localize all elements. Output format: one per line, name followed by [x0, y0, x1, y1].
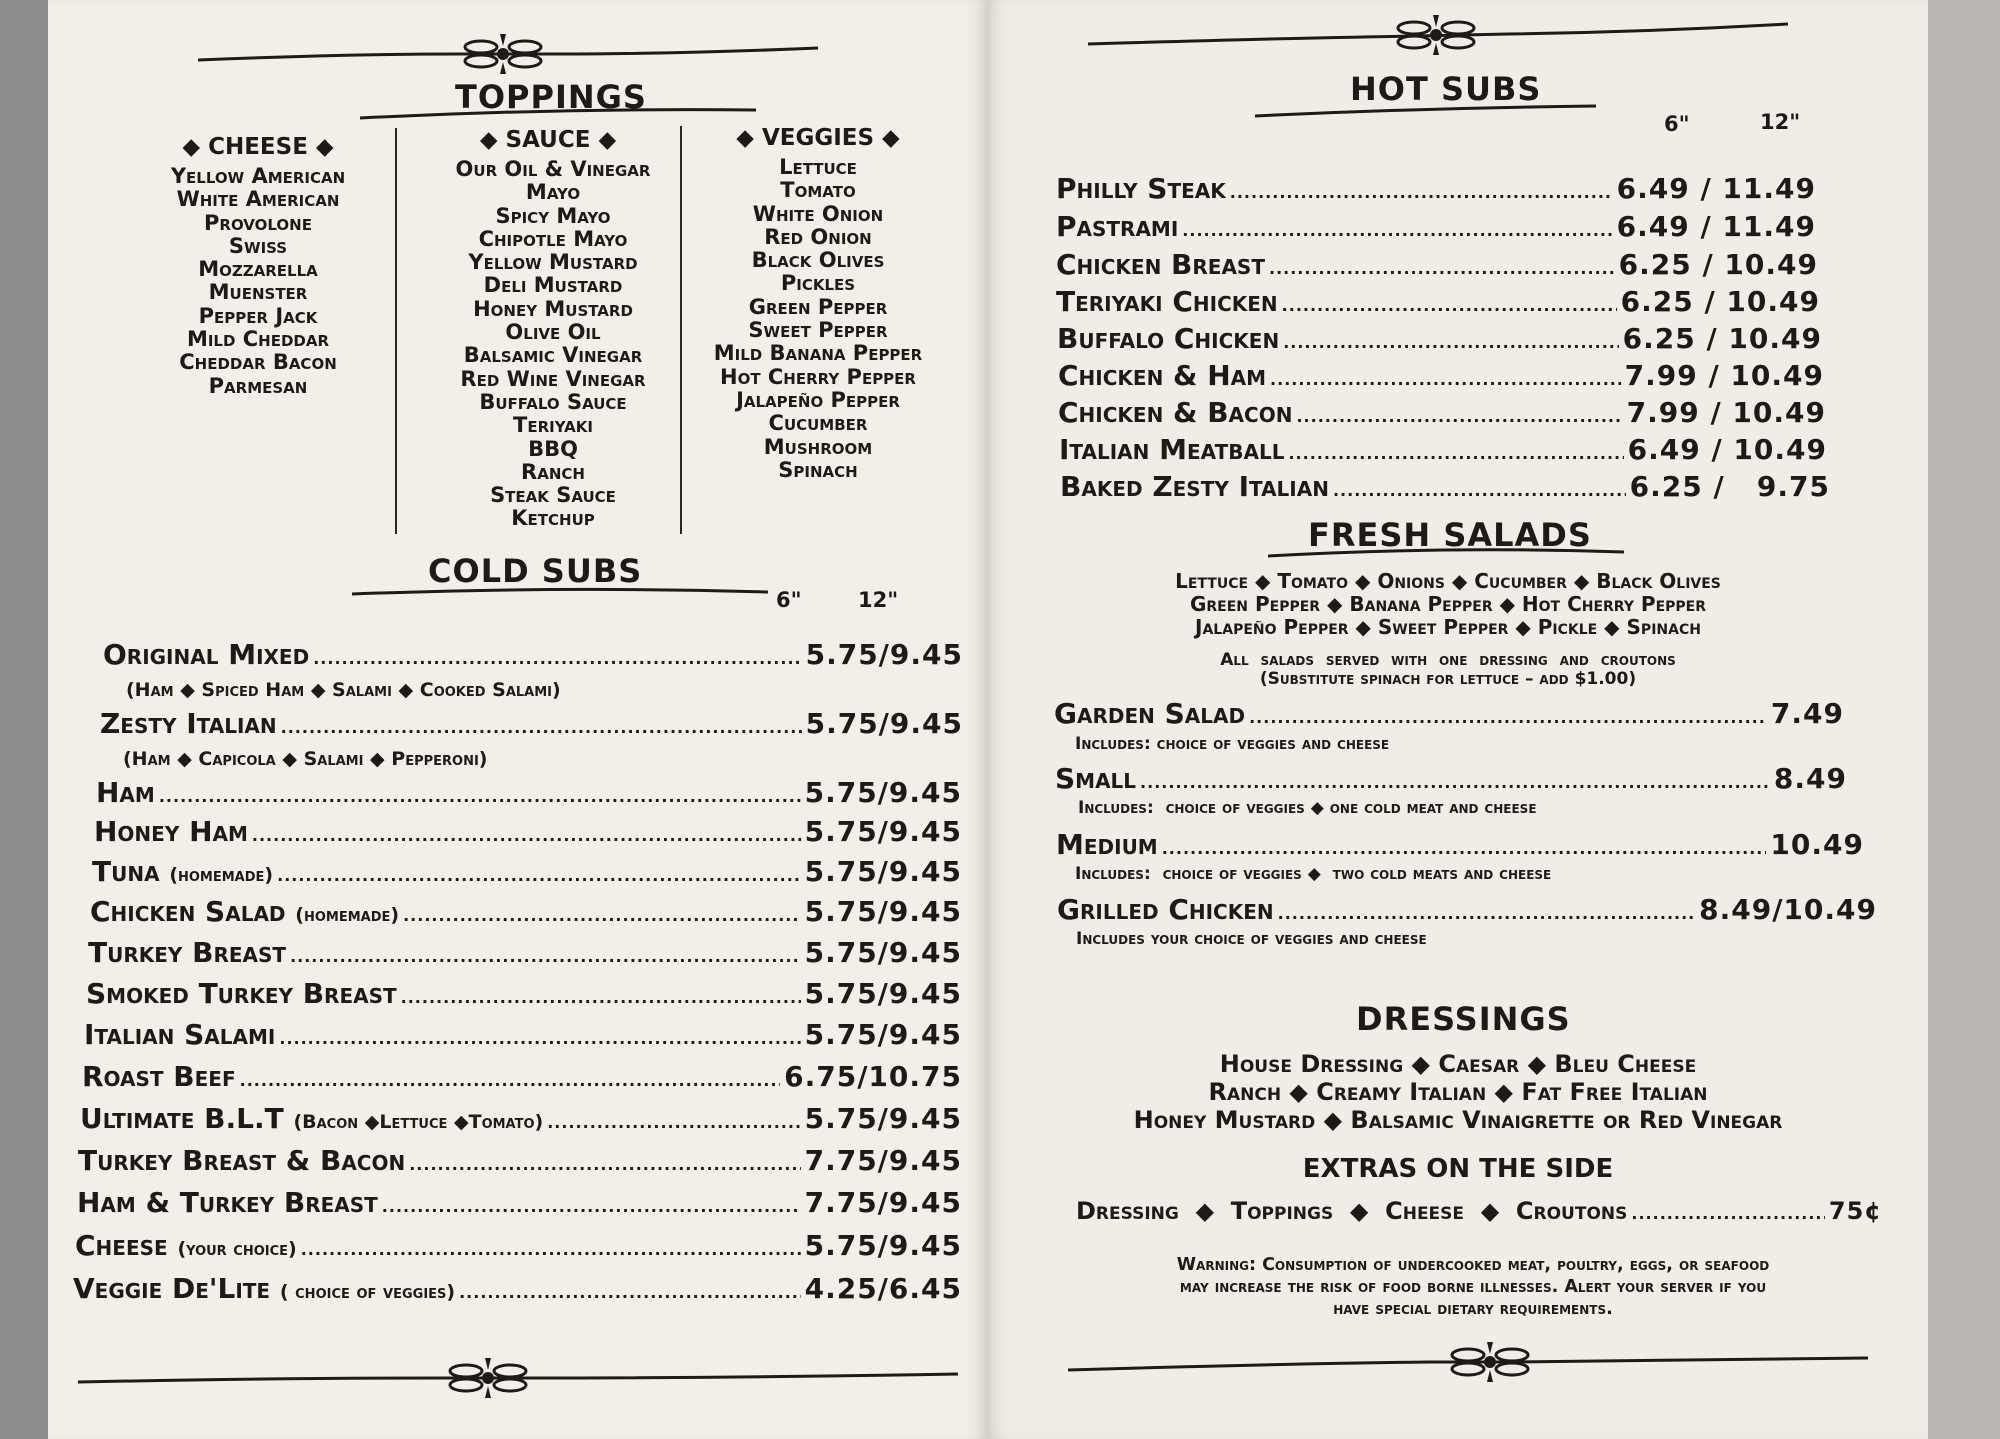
cheese-item: Swiss [228, 233, 288, 258]
veggie-item: Mushroom [763, 434, 873, 459]
sauce-item: Teriyaki [513, 413, 593, 438]
toppings-title: TOPPINGS [455, 78, 647, 116]
salad-ingredients-line: Lettuce ◆ Tomato ◆ Onions ◆ Cucumber ◆ Black Olives [1175, 569, 1721, 593]
veggie-item: Mild Banana Pepper [713, 341, 923, 366]
toppings-divider [395, 128, 397, 534]
dressings-line: Ranch ◆ Creamy Italian ◆ Fat Free Italian [1208, 1078, 1708, 1106]
left-menu-page [48, 0, 988, 1439]
fresh-salads-title: FRESH SALADS [1308, 516, 1592, 554]
hot-subs-title: HOT SUBS [1350, 70, 1542, 108]
sauce-item: BBQ [528, 436, 578, 461]
top-left-ornament [198, 28, 818, 78]
substitute-note: (Substitute spinach for lettuce – add $1.00) [1259, 669, 1637, 689]
sauce-item: Deli Mustard [483, 273, 623, 298]
sauce-item: Spicy Mayo [495, 203, 611, 228]
cheese-item: Muenster [208, 280, 308, 305]
cheese-item: Mild Cheddar [186, 327, 330, 352]
veggie-item: Tomato [780, 178, 856, 203]
sauce-item: Steak Sauce [490, 483, 616, 508]
served-note: All salads served with one dressing and croutons [1220, 650, 1676, 670]
cheese-heading: ◆ CHEESE ◆ [182, 134, 334, 160]
cold-sub-item: Ham ..... 5.75/9.45 [96, 776, 962, 809]
sauce-item: Honey Mustard [473, 296, 633, 321]
cheese-list [123, 165, 393, 398]
veggie-item: Spinach [778, 457, 858, 482]
hot-sub-item: Philly Steak ..... 6.49 / 11.49 [1056, 172, 1816, 205]
veggies-heading: ◆ VEGGIES ◆ [736, 125, 900, 151]
cold-sub-item: Italian Salami ..... 5.75/9.45 [84, 1018, 962, 1051]
sauce-item: Mayo [525, 180, 581, 205]
sauce-item: Our Oil & Vinegar [455, 157, 651, 181]
hot-sub-item: Baked Zesty Italian ..... 6.25 / 9.75 [1060, 470, 1830, 503]
sauce-item: Balsamic Vinegar [463, 343, 643, 368]
veggies-list [678, 156, 958, 482]
cold-sub-item: Ham & Turkey Breast ..... 7.75/9.45 [77, 1186, 962, 1219]
sauce-heading: ◆ SAUCE ◆ [479, 127, 617, 153]
veggie-item: Green Pepper [748, 294, 888, 319]
sauce-item: Ranch [521, 459, 585, 484]
bottom-right-ornament [1068, 1334, 1868, 1384]
veggie-item: Black Olives [751, 248, 885, 273]
food-safety-warning [1063, 1254, 1883, 1320]
zesty-italian-note: (Ham ◆ Capicola ◆ Salami ◆ Pepperoni) [123, 748, 488, 770]
cheese-item: Yellow American [170, 164, 346, 188]
dressings-title: DRESSINGS [1356, 1000, 1571, 1038]
veggie-item: Hot Cherry Pepper [720, 364, 916, 389]
dressings-line: Honey Mustard ◆ Balsamic Vinaigrette or Red Vinegar [1133, 1106, 1783, 1134]
cold-sub-item: Zesty Italian ..... 5.75/9.45 [100, 707, 963, 740]
cheese-item: Parmesan [208, 373, 308, 398]
hot-sub-item: Chicken & Ham ..... 7.99 / 10.49 [1058, 359, 1824, 392]
cold-subs-swoosh [350, 584, 770, 598]
fresh-salads-swoosh [1266, 544, 1626, 558]
hot-size-6-label: 6" [1664, 112, 1690, 136]
cheese-item: Mozzarella [198, 257, 318, 282]
hot-sub-item: Chicken & Bacon ..... 7.99 / 10.49 [1058, 396, 1826, 429]
warning-line: may increase the risk of food borne illnesses. Alert your server if you [1179, 1277, 1767, 1297]
veggie-item: Pickles [780, 271, 856, 296]
veggie-item: Sweet Pepper [748, 318, 888, 343]
salad-includes-note: Includes your choice of veggies and cheese [1076, 929, 1427, 949]
top-right-ornament [1088, 10, 1788, 60]
salad-item: Small ..... 8.49 [1055, 762, 1847, 795]
sauce-item: Chipotle Mayo [478, 226, 628, 251]
warning-line: Warning: Consumption of undercooked meat, poultry, eggs, or seafood [1176, 1255, 1770, 1275]
salad-serving-note [1058, 651, 1838, 689]
salad-ingredients [1058, 570, 1838, 639]
sauce-item: Ketchup [511, 506, 595, 531]
bottom-left-ornament [78, 1352, 958, 1402]
salad-ingredients-line: Jalapeño Pepper ◆ Sweet Pepper ◆ Pickle ◆ Spinach [1195, 615, 1701, 639]
right-menu-page [988, 0, 1928, 1439]
warning-line: have special dietary requirements. [1333, 1299, 1613, 1319]
cold-sub-item: Ultimate B.L.T (Bacon ◆Lettuce ◆Tomato) ..... 5.75/9.45 [80, 1102, 962, 1135]
cold-sub-item: Roast Beef ..... 6.75/10.75 [82, 1060, 962, 1093]
cold-sub-item: Honey Ham ..... 5.75/9.45 [94, 815, 962, 848]
hot-sub-item: Buffalo Chicken ..... 6.25 / 10.49 [1057, 322, 1822, 355]
sauce-item: Yellow Mustard [468, 250, 638, 275]
cold-sub-item: Turkey Breast & Bacon ..... 7.75/9.45 [78, 1144, 962, 1177]
veggie-item: Cucumber [768, 411, 868, 436]
salad-includes-note: Includes: choice of veggies ◆ two cold meats and cheese [1075, 864, 1552, 884]
cheese-item: White American [176, 187, 340, 212]
dressings-list [1058, 1050, 1858, 1134]
sauce-item: Red Wine Vinegar [460, 366, 646, 391]
cold-sub-item: Original Mixed ..... 5.75/9.45 [103, 638, 963, 671]
cold-sub-item: Tuna (homemade) ..... 5.75/9.45 [92, 855, 962, 888]
cold-subs-title: COLD SUBS [428, 552, 643, 590]
hot-sub-item: Teriyaki Chicken ..... 6.25 / 10.49 [1056, 285, 1820, 318]
salad-includes-note: Includes: choice of veggies and cheese [1075, 734, 1390, 754]
extras-item: Dressing ◆ Toppings ◆ Cheese ◆ Croutons ..... 75¢ [1076, 1197, 1882, 1225]
sauce-item: Olive Oil [505, 320, 601, 345]
hot-sub-item: Chicken Breast ..... 6.25 / 10.49 [1056, 248, 1818, 281]
sauce-item: Buffalo Sauce [479, 389, 627, 414]
veggie-item: Red Onion [764, 224, 872, 249]
hot-subs-swoosh [1253, 104, 1598, 118]
original-mixed-note: (Ham ◆ Spiced Ham ◆ Salami ◆ Cooked Salami) [126, 679, 561, 701]
cold-sub-item: Chicken Salad (homemade) ..... 5.75/9.45 [90, 895, 962, 928]
salad-ingredients-line: Green Pepper ◆ Banana Pepper ◆ Hot Cherry Pepper [1189, 592, 1707, 616]
hot-sub-item: Pastrami ..... 6.49 / 11.49 [1056, 210, 1816, 243]
sauce-list [403, 158, 703, 531]
cold-sub-item: Smoked Turkey Breast ..... 5.75/9.45 [86, 977, 962, 1010]
hot-size-12-label: 12" [1760, 110, 1801, 134]
toppings-swoosh [358, 106, 758, 120]
dressings-line: House Dressing ◆ Caesar ◆ Bleu Cheese [1219, 1050, 1697, 1078]
cheese-item: Pepper Jack [198, 303, 318, 328]
cold-sub-item: Veggie De'Lite ( choice of veggies) ..... 4.25/6.45 [73, 1272, 962, 1305]
salad-item: Garden Salad ..... 7.49 [1054, 697, 1844, 730]
salad-includes-note: Includes: choice of veggies ◆ one cold meat and cheese [1078, 798, 1537, 818]
veggie-item: Lettuce [779, 155, 857, 179]
cheese-item: Cheddar Bacon [179, 350, 337, 375]
salad-item: Medium ..... 10.49 [1056, 828, 1864, 861]
cold-sub-item: Turkey Breast ..... 5.75/9.45 [88, 936, 962, 969]
cold-sub-item: Cheese (your choice) ..... 5.75/9.45 [75, 1229, 962, 1262]
hot-sub-item: Italian Meatball ..... 6.49 / 10.49 [1059, 433, 1827, 466]
veggie-item: White Onion [752, 201, 884, 226]
cold-size-12-label: 12" [858, 588, 899, 612]
cheese-item: Provolone [204, 210, 312, 235]
cold-size-6-label: 6" [776, 588, 802, 612]
salad-item: Grilled Chicken ..... 8.49/10.49 [1057, 893, 1877, 926]
extras-title: EXTRAS ON THE SIDE [1302, 1154, 1614, 1184]
veggie-item: Jalapeño Pepper [736, 387, 900, 412]
